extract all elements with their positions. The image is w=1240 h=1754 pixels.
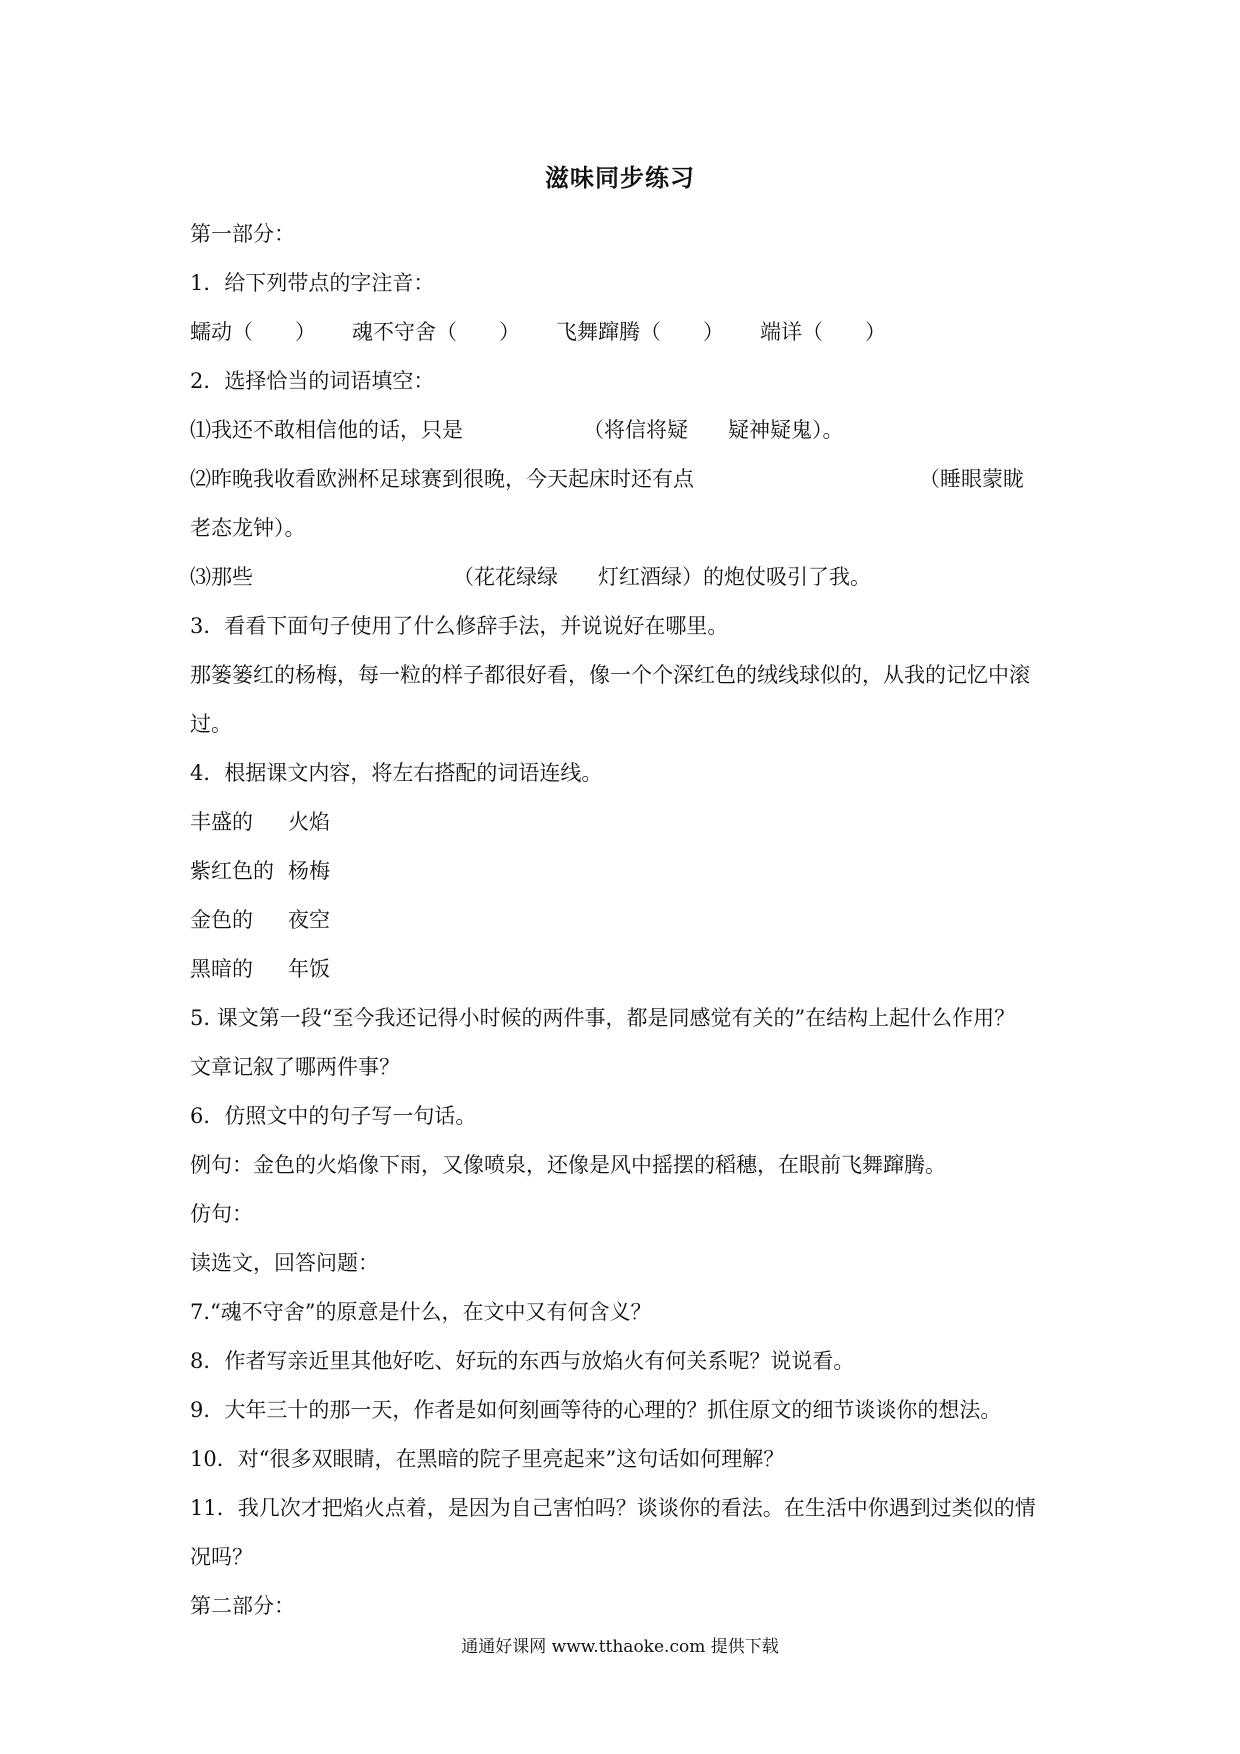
- part1-heading: 第一部分：: [190, 222, 295, 246]
- q11-line-1: 11．我几次才把焰火点着，是因为自己害怕吗？谈谈你的看法。在生活中你遇到过类似的情: [190, 1496, 1036, 1520]
- part2-heading: 第二部分：: [190, 1594, 295, 1618]
- q4-pair: [190, 847, 1060, 896]
- q4-right-word: 火焰: [288, 810, 330, 834]
- q5-line-1: 5. 课文第一段“至今我还记得小时候的两件事，都是同感觉有关的”在结构上起什么作用？: [190, 1006, 1016, 1030]
- q2-s3-choice-b: 灯红酒绿）的炮仗吸引了我。: [598, 565, 871, 589]
- q2-sentence-2-cont: 老态龙钟）。: [190, 516, 306, 540]
- q3-text-line-1: 那篓篓红的杨梅，每一粒的样子都很好看，像一个个深红色的绒线球似的，从我的记忆中滚: [190, 663, 1030, 687]
- q4-pair: [190, 798, 1060, 847]
- document-title: 滋味同步练习: [545, 164, 695, 192]
- q4-right-word: 杨梅: [288, 859, 330, 883]
- q1-item: 飞舞蹿腾（ ）: [556, 320, 724, 344]
- q6-imitate: 仿句：: [190, 1202, 253, 1226]
- q3-prompt: 3．看看下面句子使用了什么修辞手法，并说说好在哪里。: [190, 614, 729, 638]
- q4-pair: [190, 896, 1060, 945]
- q2-sentence-1: [190, 406, 1060, 455]
- page-footer: 通通好课网 www.tthaoke.com 提供下载: [461, 1637, 779, 1657]
- q2-s2-choice-a: （睡眼蒙眬: [919, 467, 1024, 491]
- q4-prompt: 4．根据课文内容，将左右搭配的词语连线。: [190, 761, 603, 785]
- reading-heading: 读选文，回答问题：: [190, 1251, 379, 1275]
- q2-s3-text: ⑶那些: [190, 565, 253, 589]
- q6-prompt: 6．仿照文中的句子写一句话。: [190, 1104, 477, 1128]
- q2-sentence-3: [190, 553, 1060, 602]
- q6-example: 例句：金色的火焰像下雨，又像喷泉，还像是风中摇摆的稻穗，在眼前飞舞蹿腾。: [190, 1153, 946, 1177]
- q2-sentence-2: [190, 455, 1060, 504]
- q4-left-word: 金色的: [190, 908, 253, 932]
- q4-pair: [190, 945, 1060, 994]
- q4-left-word: 丰盛的: [190, 810, 253, 834]
- q2-s1-choice-b: 疑神疑鬼）。: [728, 418, 844, 442]
- q2-s2-text: ⑵昨晚我收看欧洲杯足球赛到很晚，今天起床时还有点: [190, 467, 694, 491]
- q5-line-2: 文章记叙了哪两件事？: [190, 1055, 400, 1079]
- q9: 9．大年三十的那一天，作者是如何刻画等待的心理的？抓住原文的细节谈谈你的想法。: [190, 1398, 1002, 1422]
- q4-right-word: 年饭: [288, 957, 330, 981]
- q7: 7.“魂不守舍”的原意是什么，在文中又有何含义？: [190, 1300, 652, 1324]
- q2-s1-text: ⑴我还不敢相信他的话，只是: [190, 418, 463, 442]
- q4-right-word: 夜空: [288, 908, 330, 932]
- q1-items: [190, 308, 1060, 357]
- q1-item: 蠕动（ ）: [190, 320, 316, 344]
- q4-left-word: 黑暗的: [190, 957, 253, 981]
- q1-item: 魂不守舍（ ）: [352, 320, 520, 344]
- q4-left-word: 紫红色的: [190, 859, 274, 883]
- q2-prompt: 2．选择恰当的词语填空：: [190, 369, 435, 393]
- q3-text-line-2: 过。: [190, 712, 232, 736]
- q11-line-2: 况吗？: [190, 1545, 253, 1569]
- q1-prompt: 1．给下列带点的字注音：: [190, 271, 435, 295]
- q8: 8．作者写亲近里其他好吃、好玩的东西与放焰火有何关系呢？说说看。: [190, 1349, 855, 1373]
- q10: 10．对“很多双眼睛，在黑暗的院子里亮起来”这句话如何理解？: [190, 1447, 785, 1471]
- q2-s3-choice-a: （花花绿绿: [453, 565, 558, 589]
- document-body: [190, 210, 1060, 1631]
- q2-s1-choice-a: （将信将疑: [583, 418, 688, 442]
- q1-item: 端详（ ）: [760, 320, 886, 344]
